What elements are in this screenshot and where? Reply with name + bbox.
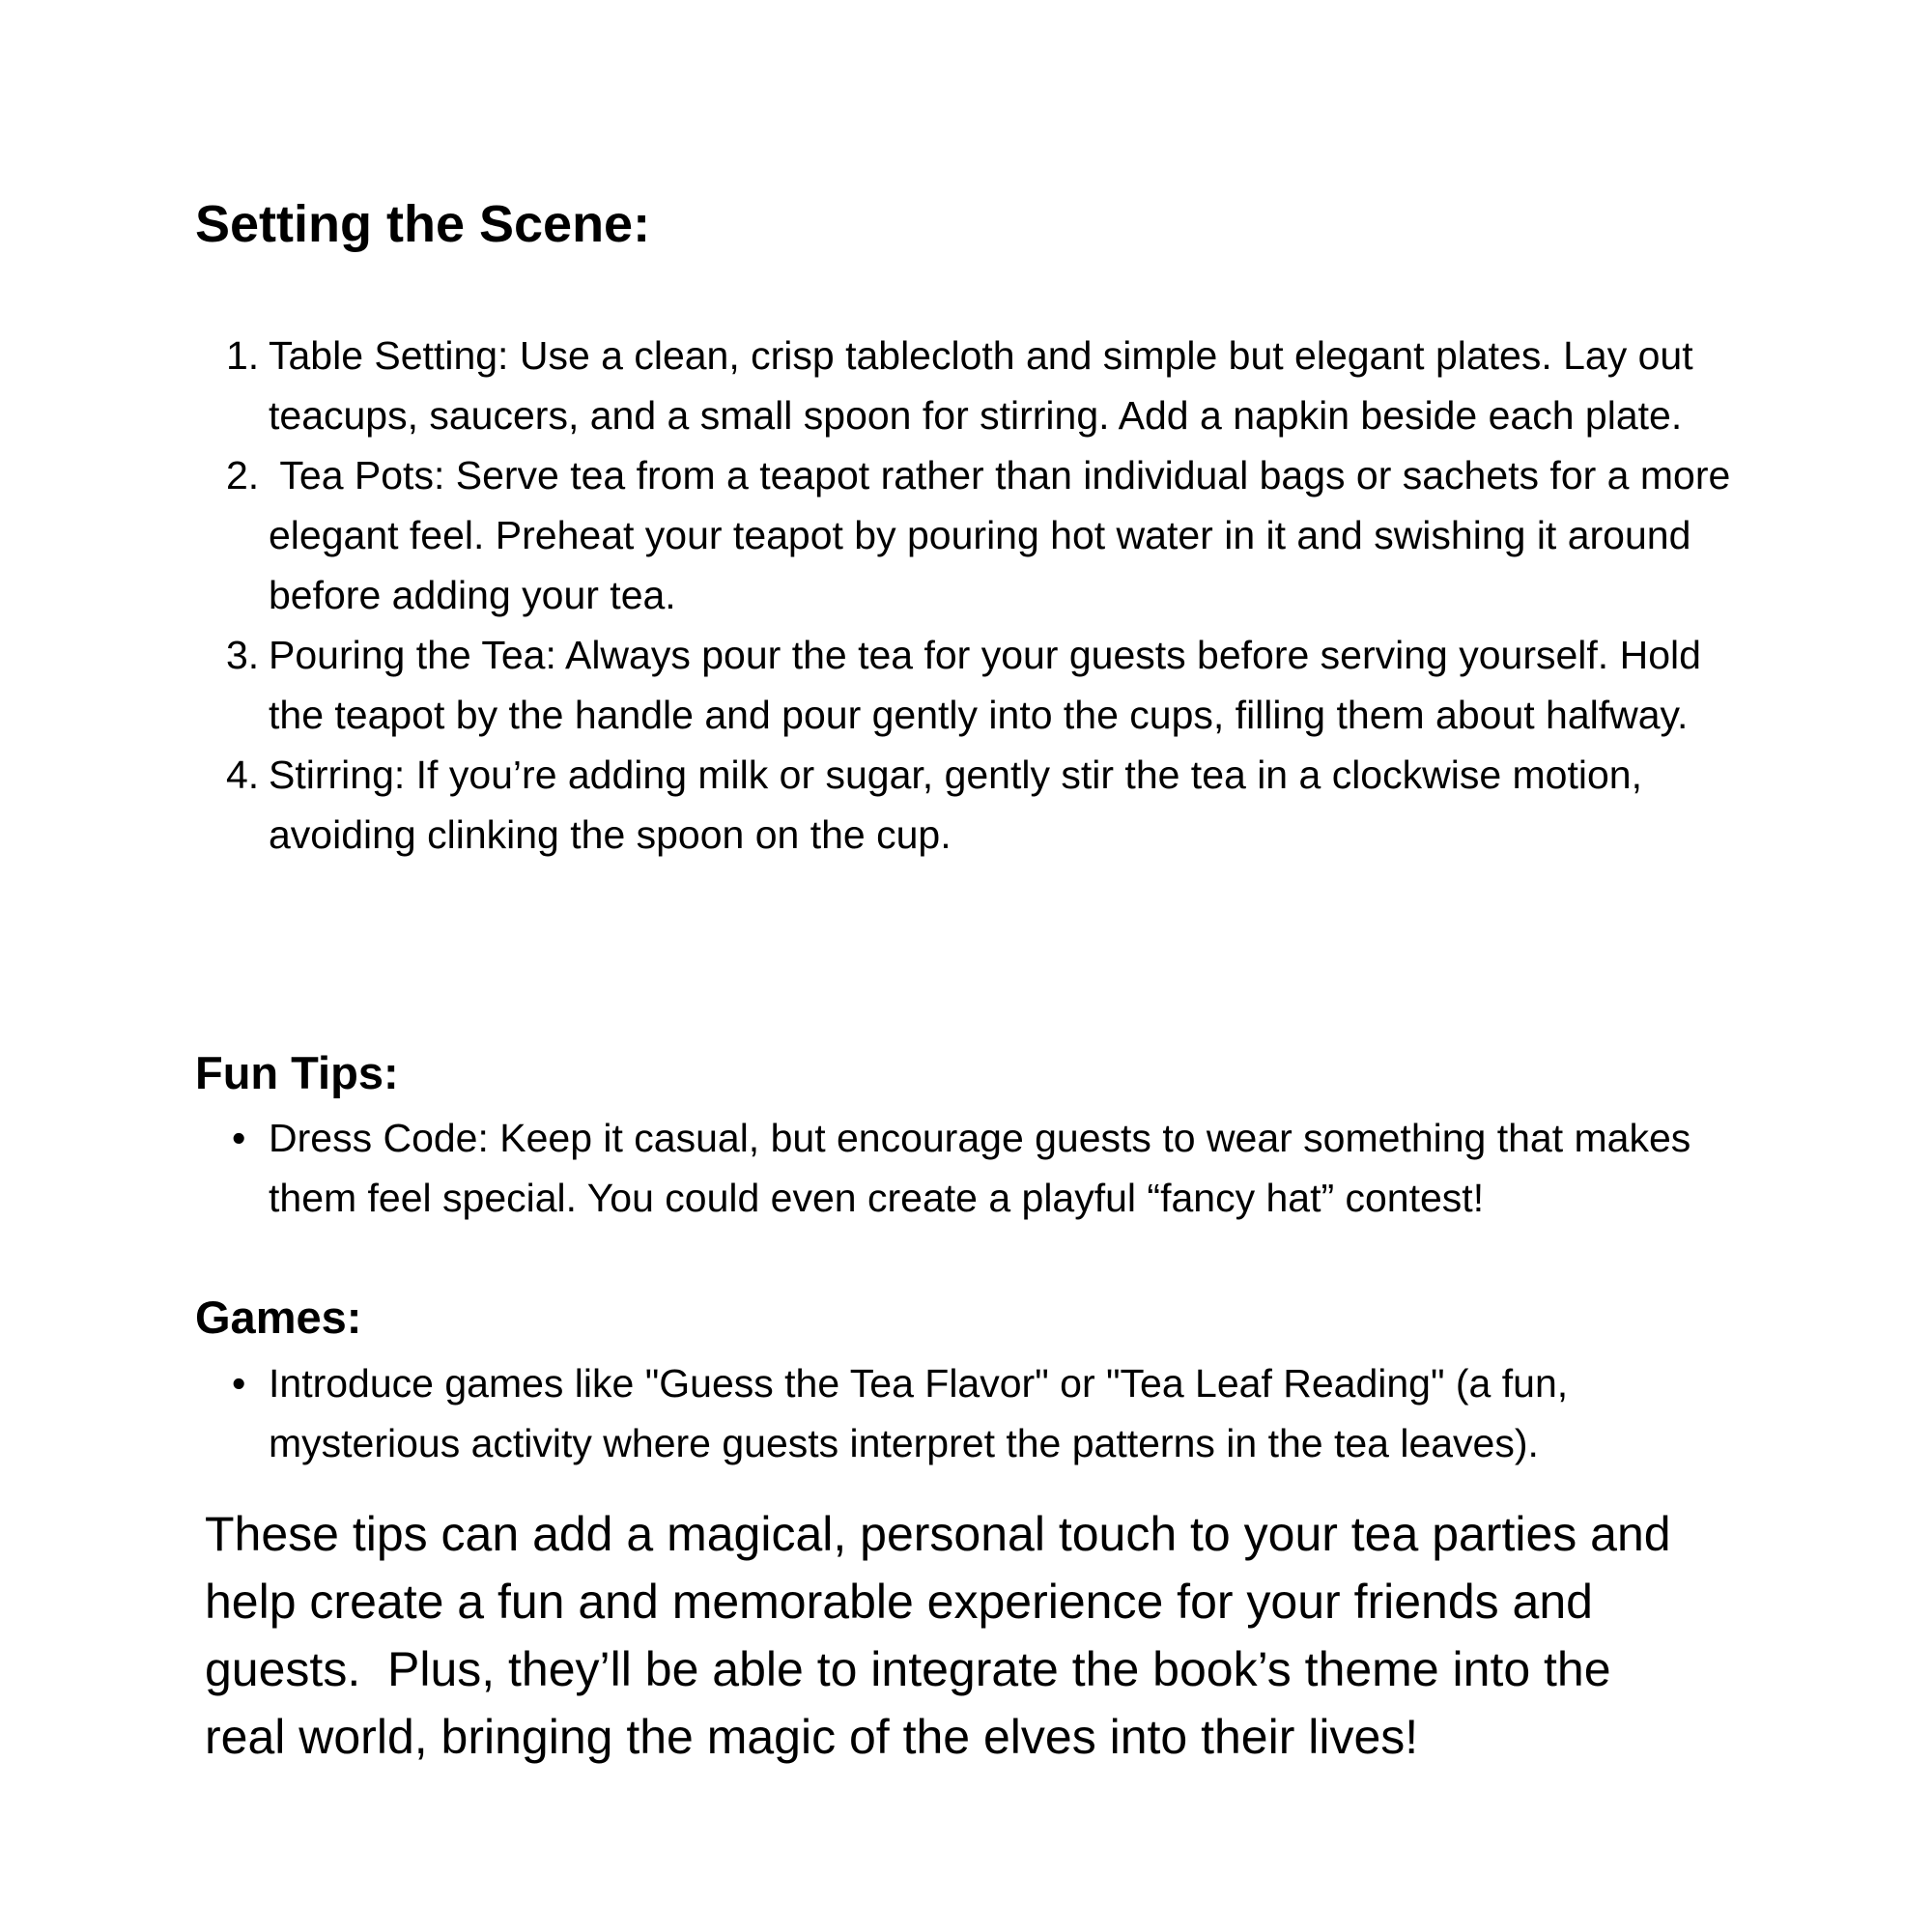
bullet-dot-icon: •: [232, 1116, 246, 1160]
list-item-number: 3.: [226, 633, 260, 677]
closing-line: help create a fun and memorable experience for your friends and: [205, 1575, 1593, 1629]
list-item-dress-code: [0, 1108, 1758, 1228]
closing-paragraph: [205, 1500, 1712, 1771]
list-item-text: Dress Code: Keep it casual, but encourage guests to wear something that makes them feel special. You could even create a playful “fancy hat” contest!: [269, 1116, 1691, 1220]
list-item-text: Stirring: If you’re adding milk or sugar, gently stir the tea in a clockwise motion, avoiding clinking the spoon on the cup.: [269, 753, 1642, 857]
heading-fun-tips: Fun Tips:: [195, 1047, 399, 1098]
games-list: [0, 1353, 1758, 1473]
setting-scene-list: [0, 326, 1758, 865]
closing-line: real world, bringing the magic of the elves into their lives!: [205, 1710, 1419, 1764]
fun-tips-list: [0, 1108, 1758, 1228]
heading-games: Games:: [195, 1292, 362, 1343]
closing-line: guests. Plus, they’ll be able to integrate the book’s theme into the: [205, 1642, 1611, 1696]
list-item-number: 2.: [226, 453, 260, 497]
list-item-introduce-games: [0, 1353, 1758, 1473]
bullet-dot-icon: •: [232, 1361, 246, 1406]
list-item-tea-pots: [0, 445, 1758, 625]
list-item-text: Table Setting: Use a clean, crisp tablecloth and simple but elegant plates. Lay out teacups, saucers, and a small spoon for stirring. Add a napkin beside each plate.: [269, 333, 1693, 438]
list-item-text: Pouring the Tea: Always pour the tea for your guests before serving yourself. Hold the teapot by the handle and pour gently into the cups, filling them about halfway.: [269, 633, 1701, 737]
heading-setting-the-scene: Setting the Scene:: [195, 195, 651, 253]
list-item-stirring: [0, 745, 1758, 865]
closing-line: These tips can add a magical, personal touch to your tea parties and: [205, 1507, 1671, 1561]
list-item-text: Introduce games like "Guess the Tea Flavor" or "Tea Leaf Reading" (a fun, mysterious activity where guests interpret the patterns in the tea leaves).: [269, 1361, 1569, 1465]
list-item-number: 1.: [226, 333, 260, 378]
list-item-table-setting: [0, 326, 1758, 445]
list-item-number: 4.: [226, 753, 260, 797]
list-item-text: Tea Pots: Serve tea from a teapot rather than individual bags or sachets for a more elegant feel. Preheat your teapot by pouring hot water in it and swishing it around before adding your tea.: [269, 453, 1742, 617]
list-item-pouring-the-tea: [0, 625, 1758, 745]
